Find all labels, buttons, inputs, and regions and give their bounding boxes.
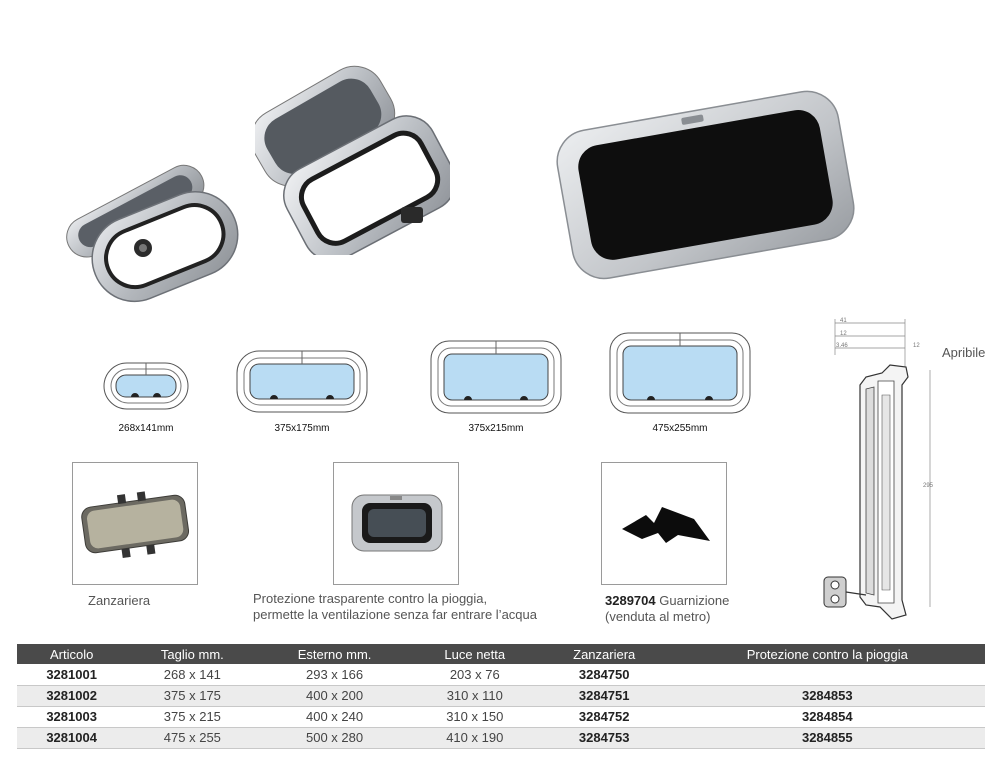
cell-taglio: 268 x 141 (126, 664, 258, 685)
cell-luce: 310 x 110 (411, 685, 539, 706)
size-diagram-375x215 (430, 340, 562, 419)
cell-luce: 310 x 150 (411, 706, 539, 727)
zanzariera-caption: Zanzariera (88, 593, 151, 608)
protezione-caption (253, 591, 537, 623)
cell-taglio: 475 x 255 (126, 727, 258, 748)
cell-articolo: 3281003 (17, 706, 126, 727)
product-photo-fixed (548, 85, 863, 285)
protezione-image (333, 462, 459, 585)
cell-protezione (670, 664, 985, 685)
table-header-row (17, 644, 985, 664)
header-articolo: Articolo (17, 644, 126, 664)
cell-esterno: 293 x 166 (258, 664, 410, 685)
cell-zanzariera: 3284750 (539, 664, 670, 685)
cell-taglio: 375 x 215 (126, 706, 258, 727)
guarnizione-note: (venduta al metro) (605, 609, 711, 624)
cell-esterno: 400 x 240 (258, 706, 410, 727)
header-protezione: Protezione contro la pioggia (670, 644, 985, 664)
guarnizione-caption (605, 593, 729, 625)
table-row (17, 727, 985, 748)
cell-taglio: 375 x 175 (126, 685, 258, 706)
header-luce: Luce netta (411, 644, 539, 664)
table-row (17, 664, 985, 685)
cell-protezione: 3284855 (670, 727, 985, 748)
dim-346: 3.46 (836, 343, 848, 349)
cell-zanzariera: 3284752 (539, 706, 670, 727)
dim-295: 295 (923, 483, 934, 489)
profile-section-drawing (810, 315, 935, 630)
cell-protezione: 3284853 (670, 685, 985, 706)
cell-articolo: 3281002 (17, 685, 126, 706)
cell-zanzariera: 3284751 (539, 685, 670, 706)
header-taglio: Taglio mm. (126, 644, 258, 664)
guarnizione-text: Guarnizione (659, 593, 730, 608)
profile-label: Apribile (942, 345, 986, 360)
size-diagram-268x141 (103, 362, 189, 415)
guarnizione-code: 3289704 (605, 593, 656, 608)
cell-articolo: 3281004 (17, 727, 126, 748)
size-label: 375x175mm (274, 423, 330, 434)
cell-esterno: 500 x 280 (258, 727, 410, 748)
product-photo-open-front (255, 55, 450, 255)
cell-luce: 203 x 76 (411, 664, 539, 685)
table-row (17, 685, 985, 706)
cell-articolo: 3281001 (17, 664, 126, 685)
guarnizione-image (601, 462, 727, 585)
dim-12b: 12 (913, 343, 920, 349)
zanzariera-image (72, 462, 198, 585)
table-row (17, 706, 985, 727)
dim-41: 41 (840, 318, 847, 324)
protezione-caption-line1: Protezione trasparente contro la pioggia, (253, 591, 488, 606)
dim-12a: 12 (840, 331, 847, 337)
size-label: 268x141mm (118, 423, 174, 434)
spec-table (17, 644, 985, 749)
cell-zanzariera: 3284753 (539, 727, 670, 748)
size-diagram-475x255 (609, 332, 751, 419)
size-diagram-375x175 (236, 350, 368, 418)
header-esterno: Esterno mm. (258, 644, 410, 664)
size-label: 375x215mm (468, 423, 524, 434)
cell-protezione: 3284854 (670, 706, 985, 727)
cell-luce: 410 x 190 (411, 727, 539, 748)
header-zanzariera: Zanzariera (539, 644, 670, 664)
product-photo-open-side (45, 150, 250, 325)
size-label: 475x255mm (652, 423, 708, 434)
protezione-caption-line2: permette la ventilazione senza far entrare l’acqua (253, 607, 537, 622)
cell-esterno: 400 x 200 (258, 685, 410, 706)
